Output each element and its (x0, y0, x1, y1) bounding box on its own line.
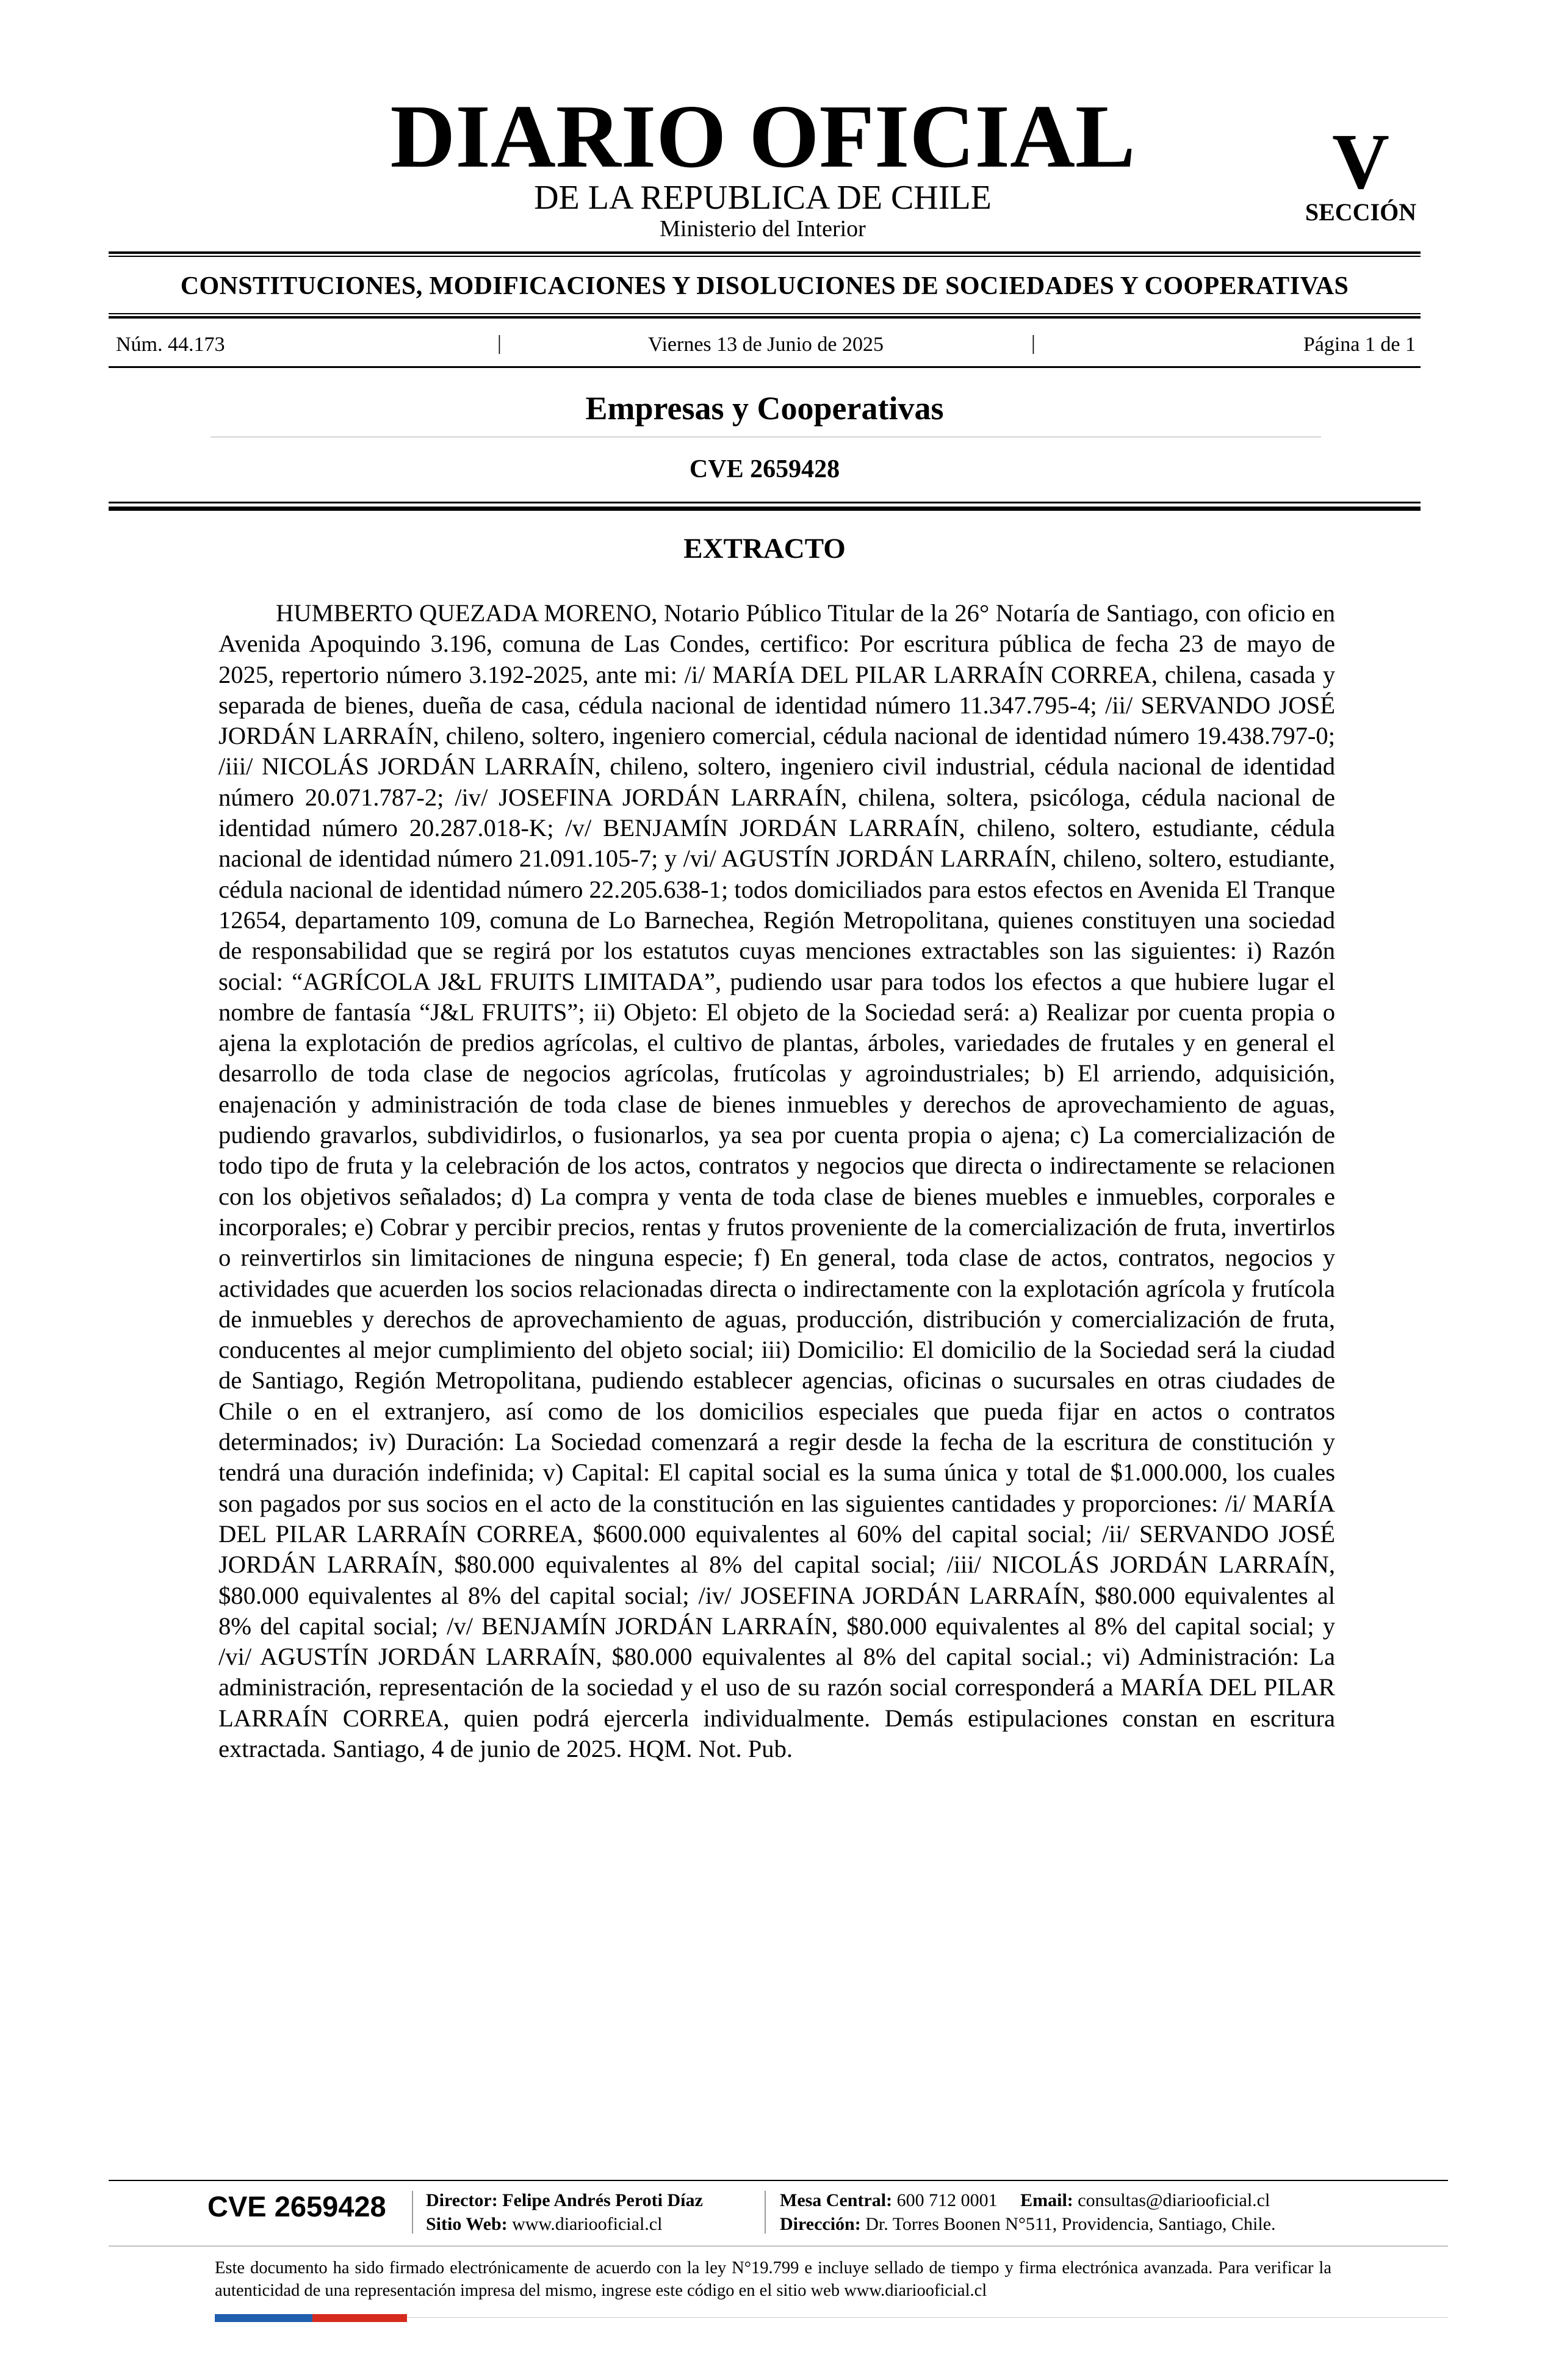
flag-stripe-red (312, 2314, 407, 2322)
footer-contact (780, 2188, 1270, 2213)
divider (109, 256, 1421, 257)
section-label: SECCIÓN (1305, 198, 1417, 226)
footer-separator (412, 2191, 413, 2234)
director-label: Director: (426, 2190, 498, 2210)
footer-website (426, 2212, 662, 2237)
divider (109, 507, 1421, 511)
address-label: Dirección: (780, 2214, 861, 2234)
divider (109, 251, 1421, 254)
newspaper-title: DIARIO OFICIAL (390, 87, 1136, 187)
newspaper-subtitle: DE LA REPUBLICA DE CHILE (534, 179, 992, 217)
email-link[interactable]: consultas@diariooficial.cl (1078, 2190, 1270, 2210)
separator: | (497, 332, 502, 355)
phone-label: Mesa Central: (780, 2190, 893, 2210)
flag-stripe-line (407, 2317, 1448, 2318)
category-heading: CONSTITUCIONES, MODIFICACIONES Y DISOLUCIONES DE SOCIEDADES Y COOPERATIVAS (180, 272, 1349, 300)
flag-stripe-blue (215, 2314, 312, 2322)
page-indicator: Página 1 de 1 (1303, 333, 1416, 356)
issue-number: Núm. 44.173 (116, 333, 225, 356)
section-letter: V (1332, 118, 1389, 206)
footer-address (780, 2212, 1276, 2237)
website-link[interactable]: www.diariooficial.cl (512, 2214, 663, 2234)
footer-divider (109, 2180, 1448, 2181)
footer-director (426, 2188, 703, 2213)
divider (109, 316, 1421, 319)
separator: | (1031, 332, 1036, 355)
section-title: Empresas y Cooperativas (585, 390, 944, 427)
phone-value: 600 712 0001 (896, 2190, 998, 2210)
divider (109, 366, 1421, 368)
director-name: Felipe Andrés Peroti Díaz (502, 2190, 703, 2210)
footer-separator (765, 2191, 766, 2234)
document-heading: EXTRACTO (683, 533, 846, 564)
cve-code: CVE 2659428 (689, 455, 840, 483)
issue-date: Viernes 13 de Junio de 2025 (647, 333, 884, 356)
footer-cve-code: CVE 2659428 (207, 2190, 386, 2223)
document-body: HUMBERTO QUEZADA MORENO, Notario Público Titular de la 26° Notaría de Santiago, con oficio en Avenida Apoquindo 3.196, comuna de Las Condes, certifico: Por escritura pública de fecha 23 de mayo de 2025, repertorio número 3.192-2025, ante mi: /i/ MARÍA DEL PILAR LARRAÍN CORREA, chilena, casada y separada de bienes, dueña de casa, cédula nacional de identidad número 11.347.795-4; /ii/ SERVANDO JOSÉ JORDÁN LARRAÍN, chileno, soltero, ingeniero comercial, cédula nacional de identidad número 19.438.797-0; /iii/ NICOLÁS JORDÁN LARRAÍN, chileno, soltero, ingeniero civil industrial, cédula nacional de identidad número 20.071.787-2; /iv/ JOSEFINA JORDÁN LARRAÍN, chilena, soltera, psicóloga, cédula nacional de identidad número 20.287.018-K; /v/ BENJAMÍN JORDÁN LARRAÍN, chileno, soltero, estudiante, cédula nacional de identidad número 21.091.105-7; y /vi/ AGUSTÍN JORDÁN LARRAÍN, chileno, soltero, estudiante, cédula nacional de identidad número 22.205.638-1; todos domiciliados para estos efectos en Avenida El Tranque 12654, departamento 109, comuna de Lo Barnechea, Región Metropolitana, quienes constituyen una sociedad de responsabilidad que se regirá por los estatutos cuyas menciones extractables son las siguientes: i) Razón social: “AGRÍCOLA J&L FRUITS LIMITADA”, pudiendo usar para todos los efectos a que hubiere lugar el nombre de fantasía “J&L FRUITS”; ii) Objeto: El objeto de la Sociedad será: a) Realizar por cuenta propia o ajena la explotación de predios agrícolas, el cultivo de plantas, árboles, variedades de frutales y en general el desarrollo de toda clase de negocios agrícolas, frutícolas y agroindustriales; b) El arriendo, adquisición, enajenación y administración de toda clase de bienes inmuebles y derechos de aprovechamiento de aguas, pudiendo gravarlos, subdividirlos, o fusionarlos, ya sea por cuenta propia o ajena; c) La comercialización de todo tipo de fruta y la celebración de los actos, contratos y negocios que directa o indirectamente se relacionen con los objetivos señalados; d) La compra y venta de toda clase de bienes muebles e inmuebles, corporales e incorporales; e) Cobrar y percibir precios, rentas y frutos proveniente de la comercialización de fruta, invertirlos o reinvertirlos sin limitaciones de ninguna especie; f) En general, toda clase de actos, contratos, negocios y actividades que acuerden los socios relacionadas directa o indirectamente con la explotación agrícola y frutícola de inmuebles y derechos de aprovechamiento de aguas, producción, distribución y comercialización de fruta, conducentes al mejor cumplimiento del objeto social; iii) Domicilio: El domicilio de la Sociedad será la ciudad de Santiago, Región Metropolitana, pudiendo establecer agencias, oficinas o sucursales en otras ciudades de Chile o en el extranjero, así como de los domicilios especiales que pueda fijar en actos o contratos determinados; iv) Duración: La Sociedad comenzará a regir desde la fecha de la escritura de constitución y tendrá una duración indefinida; v) Capital: El capital social es la suma única y total de $1.000.000, los cuales son pagados por sus socios en el acto de la constitución en las siguientes cantidades y proporciones: /i/ MARÍA DEL PILAR LARRAÍN CORREA, $600.000 equivalentes al 60% del capital social; /ii/ SERVANDO JOSÉ JORDÁN LARRAÍN, $80.000 equivalentes al 8% del capital social; /iii/ NICOLÁS JORDÁN LARRAÍN, $80.000 equivalentes al 8% del capital social; /iv/ JOSEFINA JORDÁN LARRAÍN, $80.000 equivalentes al 8% del capital social; /v/ BENJAMÍN JORDÁN LARRAÍN, $80.000 equivalentes al 8% del capital social; y /vi/ AGUSTÍN JORDÁN LARRAÍN, $80.000 equivalentes al 8% del capital social.; vi) Administración: La administración, representación de la sociedad y el uso de su razón social corresponderá a MARÍA DEL PILAR LARRAÍN CORREA, quien podrá ejercerla individualmente. Demás estipulaciones constan en escritura extractada. Santiago, 4 de junio de 2025. HQM. Not. Pub. (218, 599, 1335, 1762)
email-label: Email: (1020, 2190, 1073, 2210)
signature-notice: Este documento ha sido firmado electrónicamente de acuerdo con la ley N°19.799 e incluye sellado de tiempo y firma electrónica avanzada. Para verificar la autenticidad de una representación impresa del mismo, ingrese este código en el sitio web www.diariooficial.cl (215, 2259, 1331, 2300)
address-value: Dr. Torres Boonen N°511, Providencia, Santiago, Chile. (865, 2214, 1276, 2234)
divider (211, 436, 1321, 438)
divider (109, 502, 1421, 503)
ministry-label: Ministerio del Interior (660, 216, 866, 242)
website-label: Sitio Web: (426, 2214, 508, 2234)
divider (109, 313, 1421, 314)
